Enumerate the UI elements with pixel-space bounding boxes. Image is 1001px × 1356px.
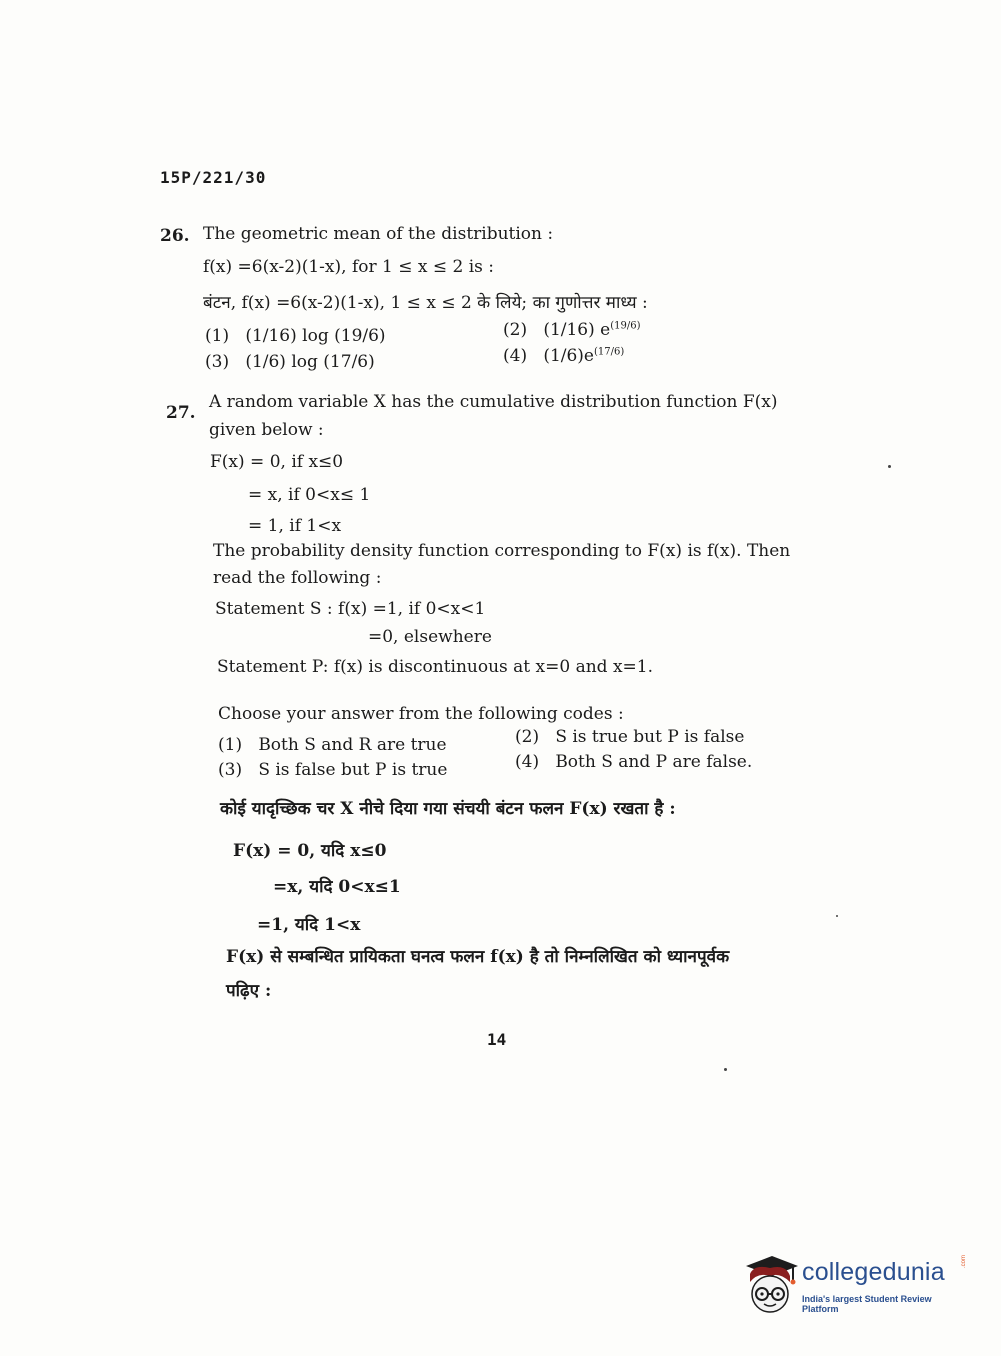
q27-statement-s: Statement S : f(x) =1, if 0<x<1 <box>215 599 486 619</box>
logo-tagline: India's largest Student Review Platform <box>802 1294 932 1314</box>
q27-hindi-pdf-line1: F(x) से सम्बन्धित प्रायिकता घनत्व फलन f(x) है तो निम्नलिखित को ध्यानपूर्वक <box>226 947 730 967</box>
q26-number: 26. <box>160 226 190 246</box>
collegedunia-logo <box>740 1252 970 1316</box>
q26-hindi: बंटन, f(x) =6(x-2)(1-x), 1 ≤ x ≤ 2 के लिये; का गुणोत्तर माध्य : <box>203 293 648 313</box>
q27-option-2: (2) S is true but P is false <box>515 727 745 747</box>
q27-cdf-line3: = 1, if 1<x <box>248 516 342 536</box>
q27-choose: Choose your answer from the following codes : <box>218 704 624 724</box>
scan-speck <box>888 465 891 468</box>
q27-hindi-pdf-line2: पढ़िए : <box>226 981 272 1001</box>
q27-hindi-cdf-line3: =1, यदि 1<x <box>257 915 361 935</box>
scan-speck <box>724 1068 727 1071</box>
q27-option-4: (4) Both S and P are false. <box>515 752 753 772</box>
logo-domain-suffix: .com <box>961 1254 967 1268</box>
paper-code: 15P/221/30 <box>160 168 267 187</box>
q26-function: f(x) =6(x-2)(1-x), for 1 ≤ x ≤ 2 is : <box>203 257 495 277</box>
q27-hindi-stem: कोई यादृच्छिक चर X नीचे दिया गया संचयी बंटन फलन F(x) रखता है : <box>220 799 676 819</box>
q27-pdf-line2: read the following : <box>213 568 382 588</box>
q27-cdf-line1: F(x) = 0, if x≤0 <box>210 452 344 472</box>
scan-speck <box>836 915 838 917</box>
q27-number: 27. <box>166 403 196 423</box>
q27-cdf-line2: = x, if 0<x≤ 1 <box>248 485 371 505</box>
q27-stem-line1: A random variable X has the cumulative distribution function F(x) <box>209 392 778 412</box>
q27-statement-p: Statement P: f(x) is discontinuous at x=0 and x=1. <box>217 657 654 677</box>
q26-option-2: (2) (1/16) $e^{(19/6)}$ <box>503 320 641 340</box>
q27-stem-line2: given below : <box>209 420 324 440</box>
q27-hindi-cdf-line1: F(x) = 0, यदि x≤0 <box>233 841 387 861</box>
student-mascot-icon <box>740 1252 800 1316</box>
q26-option-4: (4) $(1/6)e^{(17/6)}$ <box>503 346 625 366</box>
q27-hindi-cdf-line2: =x, यदि 0<x≤1 <box>273 877 401 897</box>
q26-option-3: (3) (1/6) log (17/6) <box>205 352 375 372</box>
q27-option-3: (3) S is false but P is true <box>218 760 448 780</box>
q26-stem: The geometric mean of the distribution : <box>203 224 554 244</box>
q27-statement-s-else: =0, elsewhere <box>368 627 492 647</box>
q26-option-1: (1) (1/16) log (19/6) <box>205 326 386 346</box>
logo-wordmark: collegedunia <box>802 1258 945 1286</box>
q27-pdf-line1: The probability density function corresponding to F(x) is f(x). Then <box>213 541 791 561</box>
page-number: 14 <box>487 1030 507 1049</box>
q27-option-1: (1) Both S and R are true <box>218 735 447 755</box>
